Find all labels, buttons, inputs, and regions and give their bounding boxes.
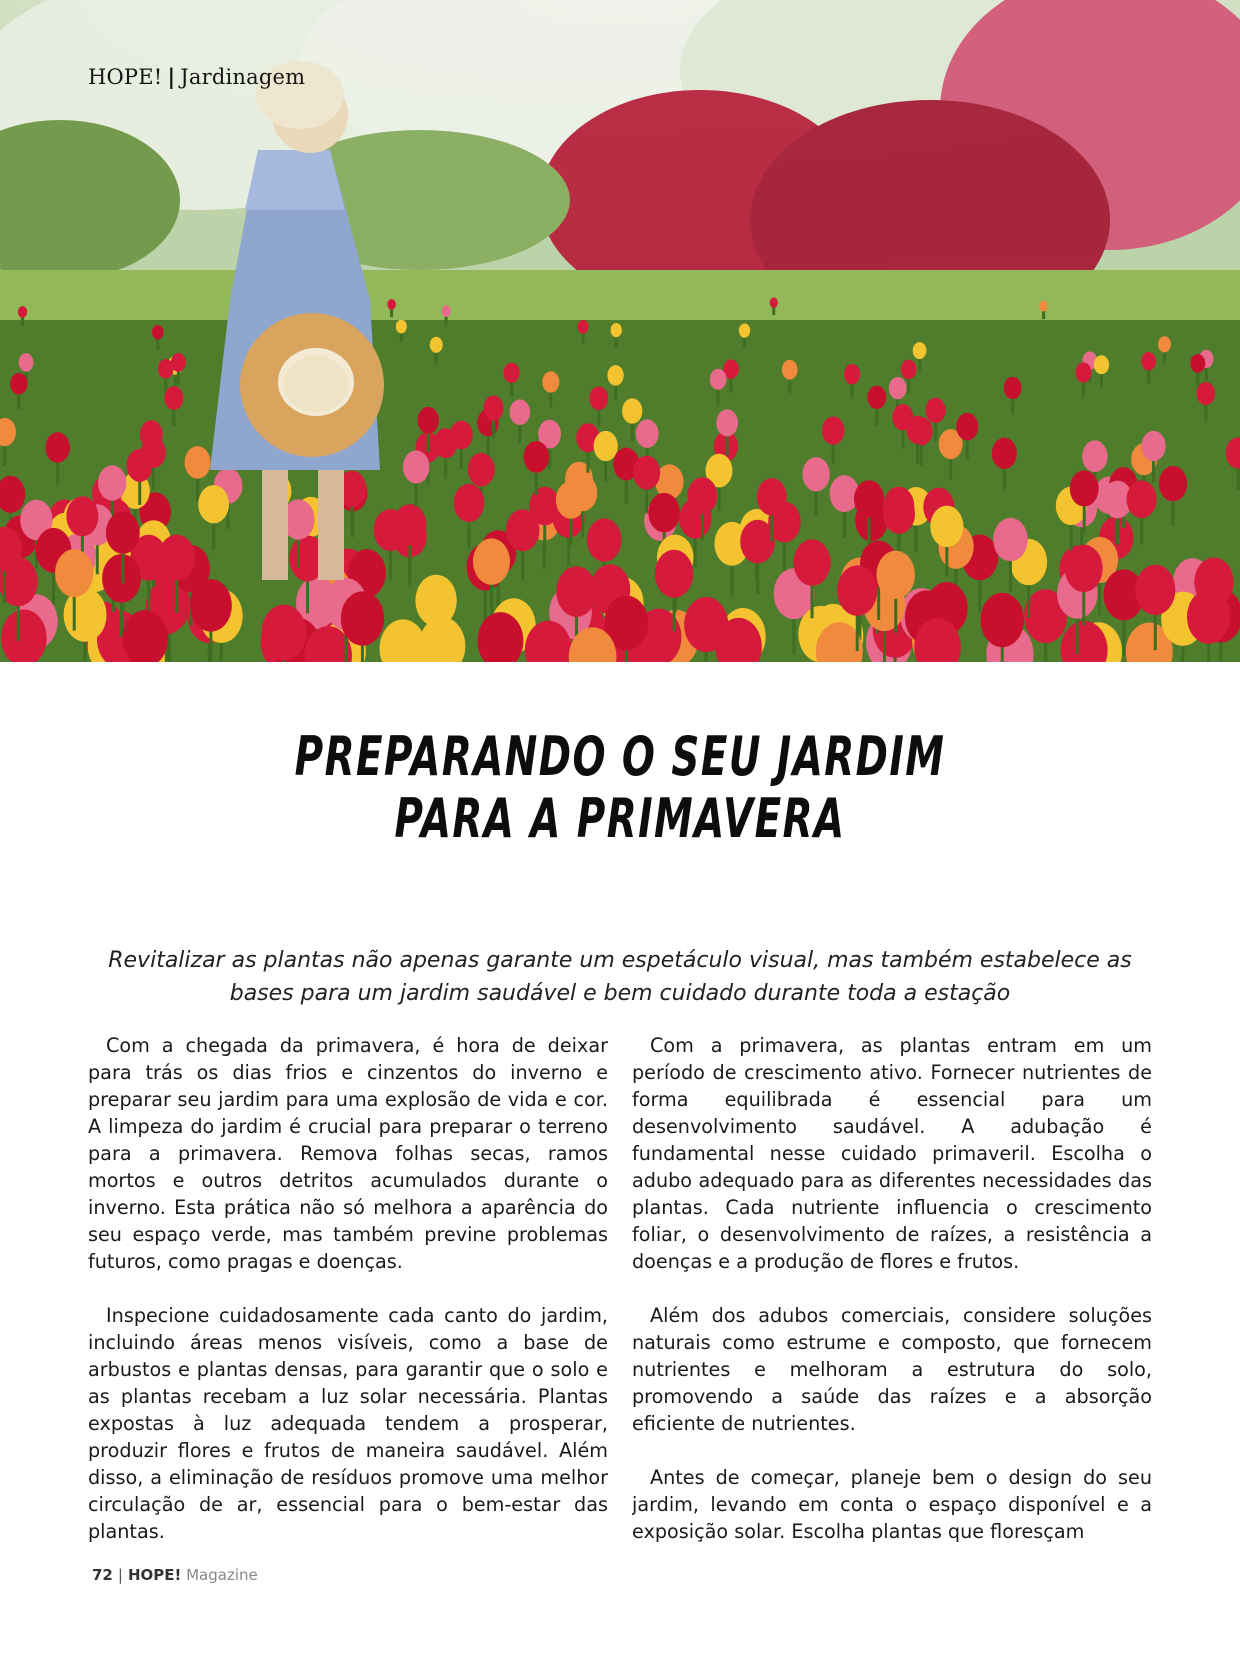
right-paragraph-3: Antes de começar, planeje bem o design do seu jardim, levando em conta o espaço disponível e a exposição solar. Escolha plantas que floresçam [632, 1466, 1152, 1543]
tulip-flower [1159, 466, 1187, 502]
tulip-flower [1039, 301, 1048, 312]
tulip-flower [19, 353, 34, 372]
right-paragraph-2: Além dos adubos comerciais, considere soluções naturais como estrume e composto, que fornecem nutrientes e melhoram a estrutura do solo, promovendo a saúde das raízes e a absorção eficiente de nutrientes. [632, 1304, 1152, 1435]
tulip-flower [1075, 362, 1091, 382]
tulip-flower [710, 369, 727, 390]
tulip-flower [66, 496, 98, 536]
footer-separator: | [117, 1566, 123, 1584]
tulip-flower [542, 371, 559, 392]
tulip-flower [793, 539, 830, 585]
tulip-flower [524, 441, 549, 473]
tulip-flower [556, 566, 596, 616]
tulip-flower [341, 591, 384, 645]
tulip-flower [716, 409, 738, 436]
tulip-flower [442, 305, 451, 317]
tulip-flower [164, 386, 183, 410]
tulip-flower [158, 535, 195, 581]
tulip-flower [504, 363, 520, 383]
tulip-flower [158, 359, 174, 379]
tulip-flower [1082, 440, 1107, 472]
tulip-flower [198, 485, 229, 523]
tulip-flower [1094, 355, 1109, 374]
section-separator: | [167, 64, 176, 89]
page-number: 72 [92, 1566, 113, 1584]
tulip-flower [152, 325, 164, 339]
tulip-flower [393, 504, 426, 545]
tulip-flower [396, 320, 407, 334]
tulip-flower [403, 450, 430, 483]
tulip-flower [930, 506, 963, 547]
left-paragraph-2: Inspecione cuidadosamente cada canto do jardim, incluindo áreas menos visíveis, como a base de arbustos e plantas densas, para garantir que o solo e as plantas recebam a luz solar necessária. Plantas expostas à luz adequada tendem a prosperar, produzir flores e frutos de maneira saudável. Além disso, a eliminação de resíduos promove uma melhor circulação de ar, essencial para o bem-estar das plantas. [88, 1304, 608, 1543]
tulip-flower [106, 512, 140, 554]
tulip-flower [607, 365, 623, 385]
tulip-flower [993, 518, 1028, 561]
tulip-flower [1135, 565, 1175, 615]
tulip-flower [430, 337, 443, 353]
section-name: Jardinagem [180, 65, 306, 89]
tulip-flower [484, 396, 504, 421]
tulip-flower [578, 320, 589, 334]
tulip-flower [1187, 590, 1230, 644]
tulip-flower [901, 360, 917, 380]
tulip-field-illustration [0, 0, 1240, 662]
tulip-flower [141, 437, 166, 468]
tulip-flower [883, 494, 915, 534]
tulip-flower [1197, 382, 1215, 405]
tulip-flower [450, 421, 473, 450]
tulip-flower [648, 493, 680, 533]
tulip-flower [190, 579, 232, 631]
hero-photo [0, 0, 1240, 662]
tulip-flower [18, 306, 27, 318]
left-column [88, 1032, 608, 1572]
tulip-flower [185, 446, 211, 479]
tulip-flower [510, 399, 530, 425]
tulip-flower [506, 509, 540, 551]
tulip-flower [417, 407, 438, 434]
tulip-flower [844, 364, 860, 384]
footer-magazine: Magazine [186, 1566, 258, 1584]
tulip-flower [98, 465, 126, 500]
tulip-flower [925, 398, 945, 423]
left-paragraph-1: Com a chegada da primavera, é hora de deixar para trás os dias frios e cinzentos do inverno e preparar seu jardim para uma explosão de vida e cor. A limpeza do jardim é crucial para preparar o terreno para a primavera. Remova folhas secas, ramos mortos e outros detritos acumulados durante o inverno. Esta prática não só melhora a aparência do seu espaço verde, mas também previne problemas futuros, como pragas e doenças. [88, 1034, 608, 1273]
tulip-flower [892, 404, 913, 430]
tulip-flower [655, 550, 693, 598]
tulip-flower [913, 342, 927, 359]
tulip-flower [822, 417, 845, 445]
tulip-flower [770, 297, 778, 307]
tulip-flower [980, 593, 1024, 647]
tulip-flower [568, 474, 597, 511]
tulip-flower [757, 478, 787, 515]
tulip-flower [387, 299, 395, 310]
tulip-flower [867, 386, 886, 410]
footer-brand: HOPE! [127, 1566, 182, 1584]
tulip-flower [802, 457, 829, 491]
tulip-flower [611, 323, 622, 337]
tulip-flower [1004, 377, 1022, 399]
article-subtitle: Revitalizar as plantas não apenas garante um espetáculo visual, mas também estabelece as bases para um jardim saudável e bem cuidado durante toda a estação [108, 948, 1132, 1006]
tulip-flower [1127, 480, 1157, 518]
tulip-flower [622, 398, 642, 423]
tulip-flower [1190, 354, 1205, 373]
section-label [88, 64, 305, 89]
tulip-flower [633, 456, 660, 490]
tulip-flower [473, 538, 510, 584]
tulip-flower [589, 386, 608, 410]
tulip-flower [837, 565, 877, 615]
tulip-flower [454, 484, 485, 522]
tulip-flower [1141, 352, 1156, 371]
tulip-flower [587, 518, 622, 561]
tulip-flower [468, 453, 495, 487]
article-title: PREPARANDO O SEU JARDIM PARA A PRIMAVERA [294, 725, 946, 850]
tulip-flower [876, 551, 915, 599]
tulip-flower [854, 480, 884, 518]
tulip-flower [1065, 545, 1103, 592]
tulip-flower [1141, 431, 1165, 461]
tulip-flower [45, 432, 69, 462]
right-column [632, 1032, 1152, 1552]
tulip-flower [55, 549, 93, 597]
tulip-flower [594, 431, 618, 461]
tulip-flower [261, 605, 306, 661]
tulip-flower [782, 360, 798, 380]
tulip-flower [889, 377, 907, 399]
tulip-flower [688, 477, 718, 514]
right-paragraph-1: Com a primavera, as plantas entram em um período de crescimento ativo. Fornecer nutrientes de forma equilibrada é essencial para um desenvolvimento saudável. A adubação é fundamental nesse cuidado primaveril. Escolha o adubo adequado para as diferentes necessidades das plantas. Cada nutriente influencia o crescimento foliar, o desenvolvimento de raízes, a resistência a doenças e a produção de flores e frutos. [632, 1034, 1152, 1273]
tulip-flower [10, 373, 27, 395]
tulip-flower [636, 419, 659, 448]
tulip-flower [956, 413, 978, 441]
tulip-flower [1158, 336, 1171, 352]
tulip-flower [1070, 470, 1099, 506]
page-footer [92, 1566, 258, 1584]
tulip-flower [739, 323, 750, 337]
tulip-flower [684, 597, 728, 652]
section-brand: HOPE! [88, 65, 163, 89]
tulip-flower [992, 438, 1017, 469]
